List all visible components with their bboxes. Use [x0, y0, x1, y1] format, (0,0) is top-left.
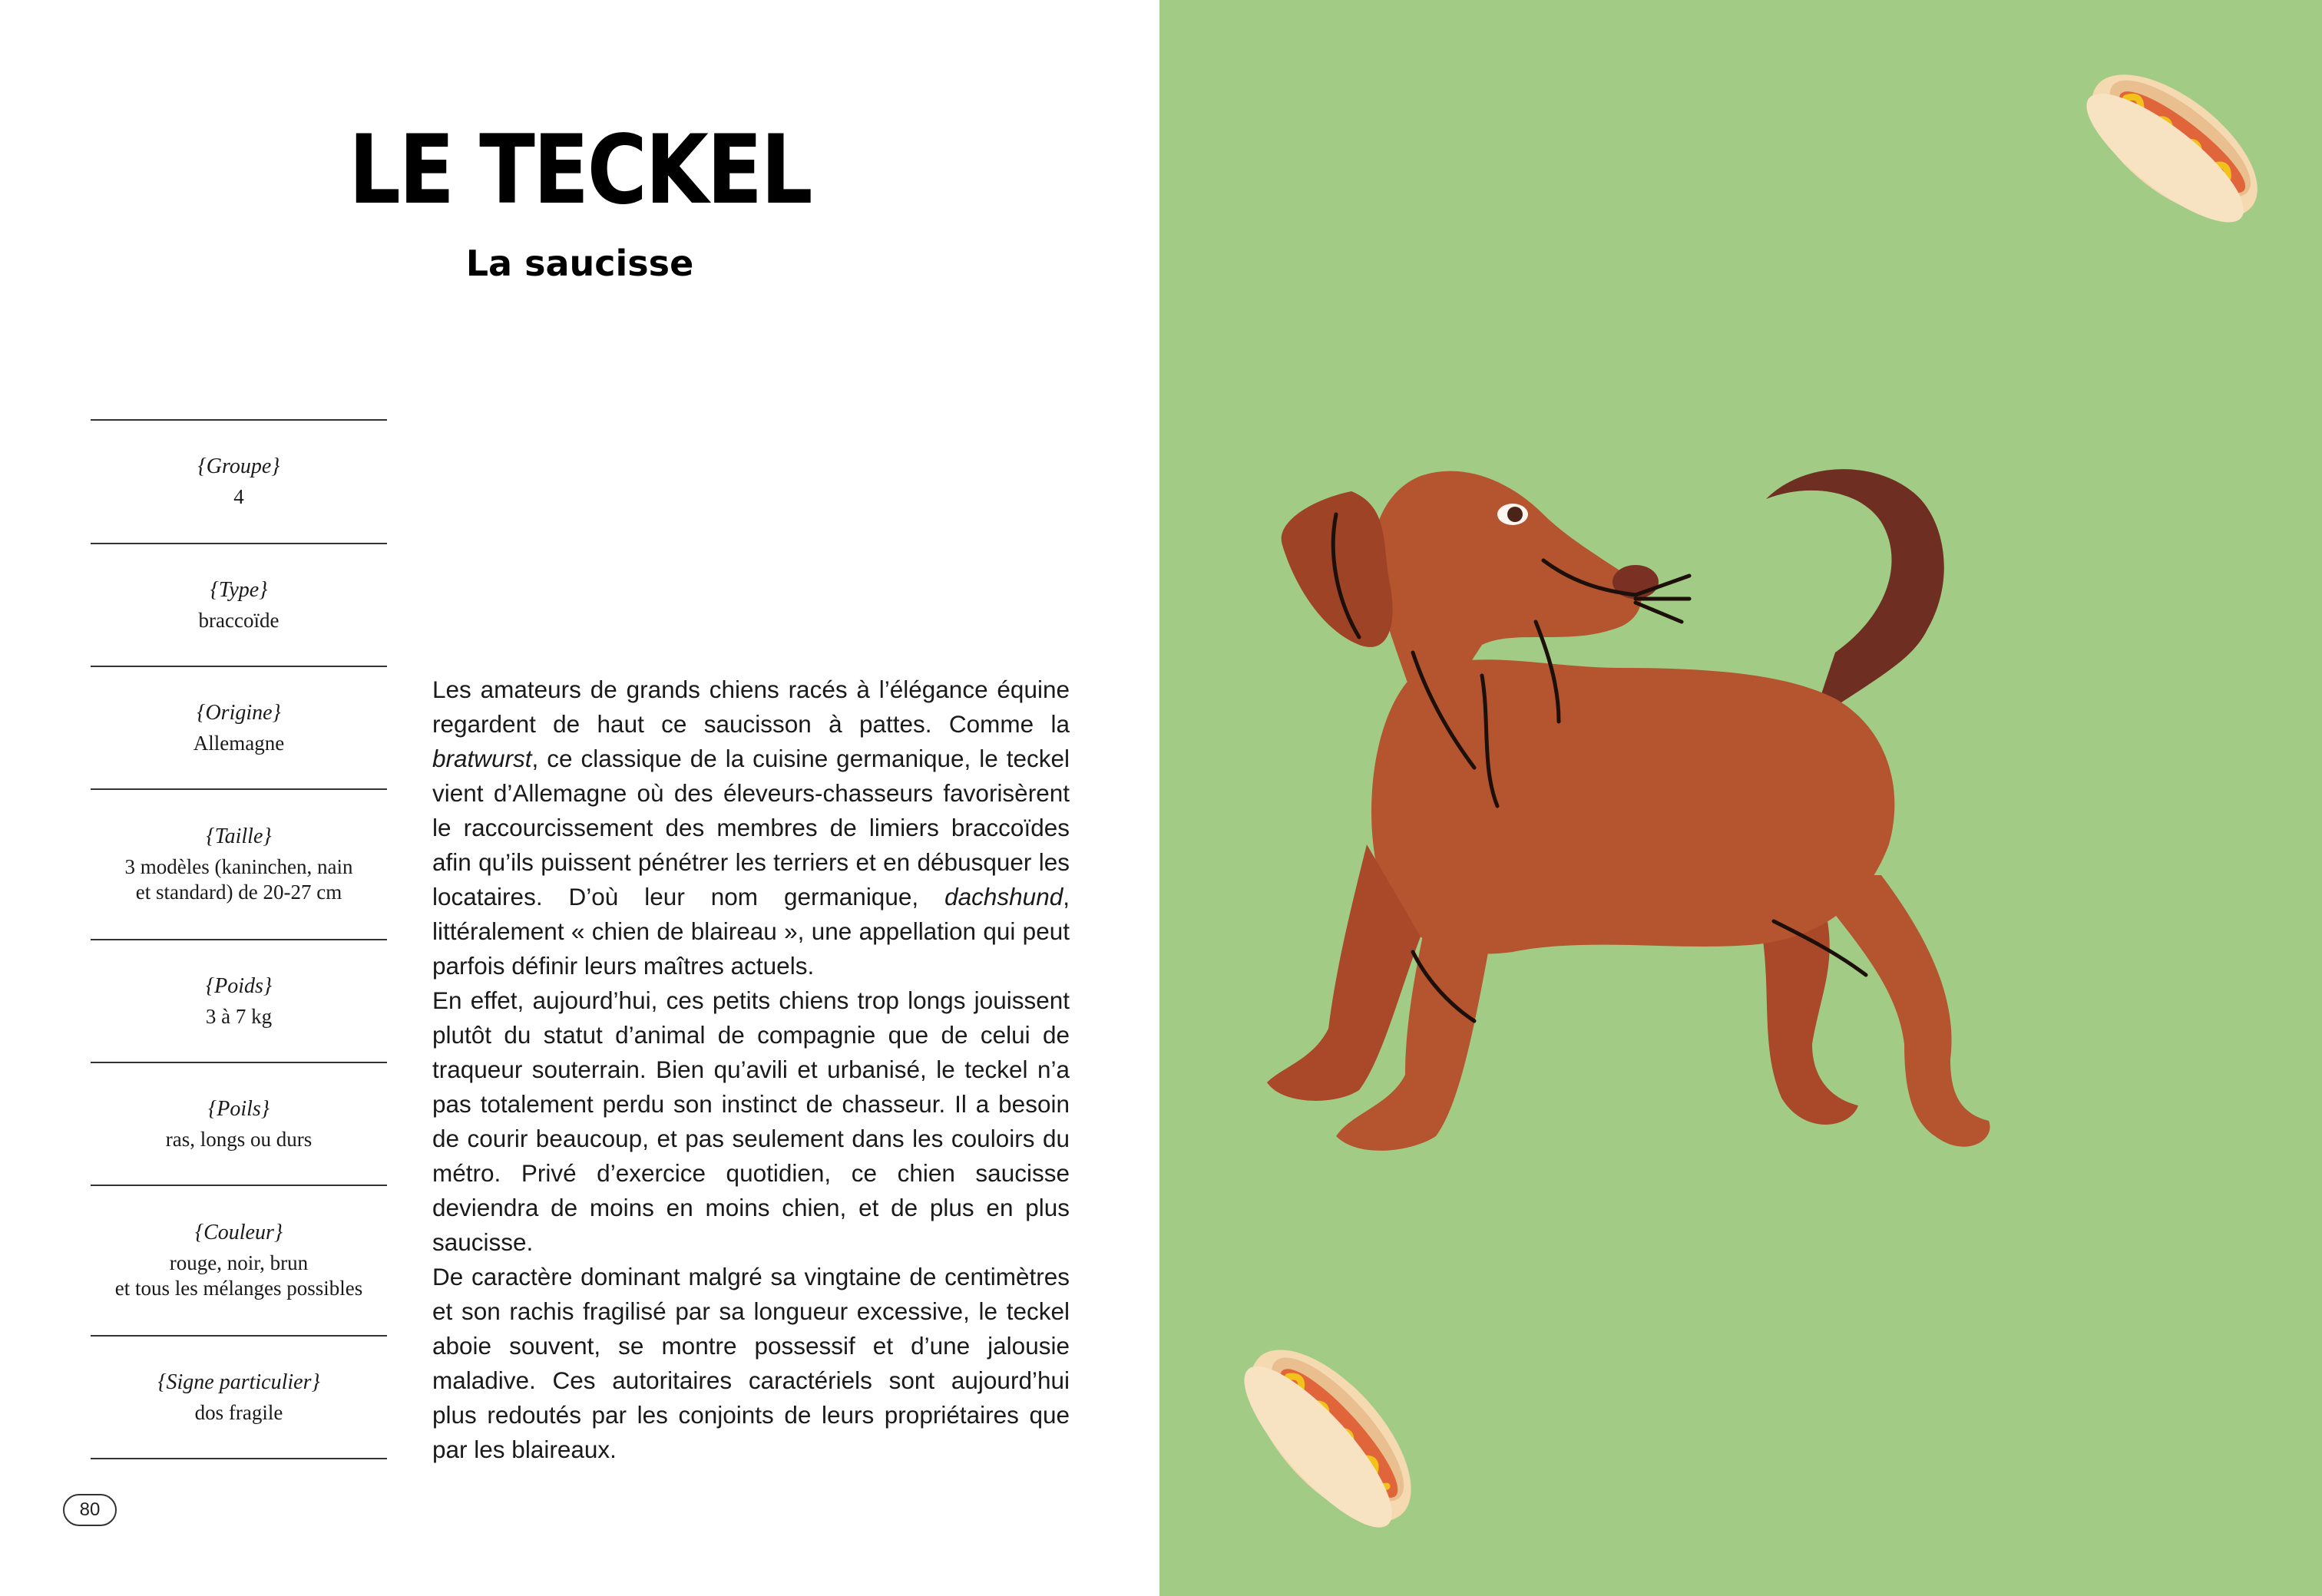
- fact-taille: [91, 790, 387, 940]
- fact-label: {Origine}: [197, 700, 281, 725]
- fact-value: 3 à 7 kg: [205, 1004, 273, 1028]
- body-text: [432, 672, 1070, 1467]
- hot-dog-icon: [2059, 38, 2290, 253]
- fact-value: ras, longs ou durs: [165, 1127, 313, 1151]
- fact-label: {Poils}: [208, 1096, 270, 1121]
- paragraph-3: De caractère dominant malgré sa vingtaine de centimètres et son rachis fragilisé par sa longueur excessive, le teckel aboie souvent, se montre possessif et d’une jalousie maladive. Ces autoritaires caractériels sont aujourd’hui plus redoutés par les conjoints de leurs propriétaires que par les blaireaux.: [432, 1263, 1070, 1463]
- fact-value: 3 modèles (kaninchen, nain et standard) de 20-27 cm: [124, 855, 353, 904]
- text-run: Les amateurs de grands chiens racés à l’élégance équine regardent de haut ce saucisson à pattes. Comme la: [432, 676, 1070, 738]
- dachshund-illustration: [1221, 445, 2281, 1259]
- illustration-page: [1159, 0, 2322, 1596]
- breed-facts-table: [91, 419, 387, 1459]
- paragraph-1: [432, 672, 1070, 983]
- fact-type: [91, 544, 387, 667]
- paragraph-2: En effet, aujourd’hui, ces petits chiens trop longs jouissent plutôt du statut d’animal de compagnie que de celui de traqueur souterrain. Bien qu’avili et urbanisé, le teckel n’a pas totalement perdu son instinct de chasseur. Il a besoin de courir beaucoup, et pas seulement dans les couloirs du métro. Privé d’exercice quotidien, ce chien saucisse deviendra de moins en moins chien, et de plus en plus saucisse.: [432, 986, 1070, 1256]
- fact-groupe: [91, 421, 387, 544]
- fact-poids: [91, 940, 387, 1063]
- fact-signe-particulier: [91, 1337, 387, 1459]
- text-run: , ce classique de la cuisine germanique, le teckel vient d’Allemagne où des éleveurs-chasseurs favorisèrent le raccourcissement des membres de limiers braccoïdes afin qu’ils puissent pénétrer les terriers et en débusquer les locataires. D’où leur nom germanique,: [432, 745, 1070, 910]
- fact-value: rouge, noir, brun et tous les mélanges possibles: [114, 1251, 363, 1300]
- page-title: LE TECKEL: [349, 115, 812, 226]
- page-number: 80: [63, 1494, 117, 1526]
- fact-label: {Couleur}: [194, 1221, 283, 1244]
- fact-couleur: [91, 1186, 387, 1337]
- fact-label: {Taille}: [206, 824, 272, 848]
- page-subtitle: La saucisse: [465, 243, 694, 284]
- fact-label: {Groupe}: [197, 454, 280, 478]
- fact-value: Allemagne: [193, 731, 285, 755]
- hot-dog-icon: [1216, 1320, 1446, 1551]
- fact-value: braccoïde: [198, 608, 280, 632]
- fact-value: 4: [233, 485, 244, 508]
- fact-origine: [91, 667, 387, 790]
- fact-label: {Signe particulier}: [157, 1370, 320, 1394]
- italic-word: bratwurst: [432, 745, 532, 772]
- fact-value: dos fragile: [194, 1400, 283, 1424]
- fact-label: {Poids}: [205, 973, 273, 998]
- italic-word: dachshund: [944, 883, 1063, 910]
- fact-poils: [91, 1063, 387, 1186]
- fact-label: {Type}: [210, 577, 268, 602]
- text-run: , littéralement « chien de blaireau », une appellation qui peut parfois définir leurs maîtres actuels.: [432, 883, 1070, 980]
- left-page: [0, 0, 1159, 1596]
